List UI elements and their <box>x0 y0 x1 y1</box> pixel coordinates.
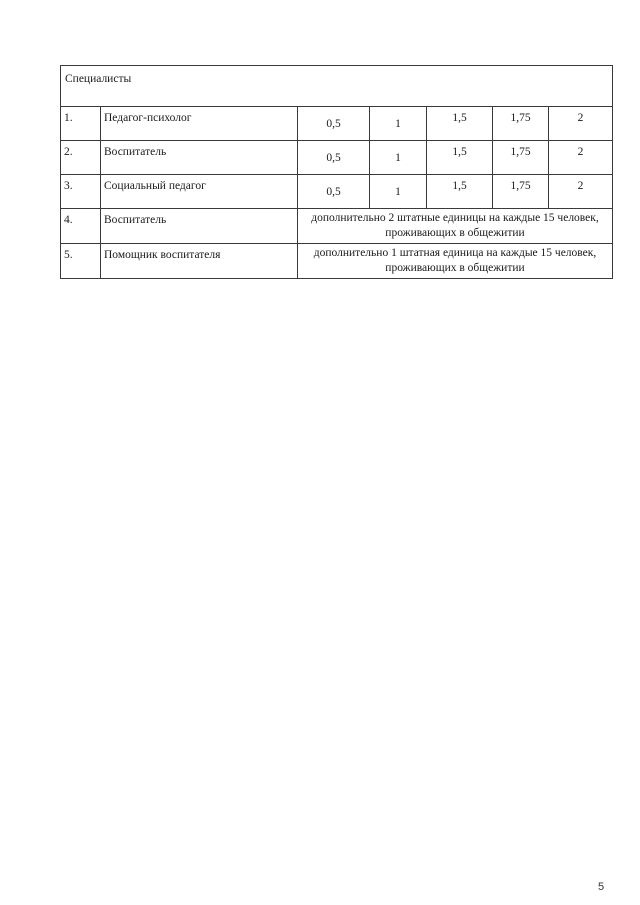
section-title: Специалисты <box>61 66 613 107</box>
row-number: 1. <box>61 107 101 141</box>
table-row <box>61 209 613 244</box>
value-cell: 2 <box>549 141 613 175</box>
row-number: 5. <box>61 244 101 279</box>
position-name: Педагог-психолог <box>101 107 298 141</box>
row-number: 3. <box>61 175 101 209</box>
staffing-note: дополнительно 1 штатная единица на каждые 15 человек, проживающих в общежитии <box>298 244 613 279</box>
row-number: 2. <box>61 141 101 175</box>
value-cell: 1,75 <box>493 141 549 175</box>
value-cell: 1,5 <box>427 175 493 209</box>
value-cell: 1,75 <box>493 175 549 209</box>
value-cell: 0,5 <box>298 107 370 141</box>
value-cell: 1 <box>370 141 427 175</box>
position-name: Помощник воспитателя <box>101 244 298 279</box>
table-row <box>61 141 613 175</box>
value-cell: 2 <box>549 175 613 209</box>
position-name: Воспитатель <box>101 209 298 244</box>
value-cell: 1,5 <box>427 141 493 175</box>
value-cell: 0,5 <box>298 141 370 175</box>
row-number: 4. <box>61 209 101 244</box>
table-row <box>61 244 613 279</box>
page-number: 5 <box>598 881 605 893</box>
table-row <box>61 107 613 141</box>
value-cell: 1 <box>370 175 427 209</box>
table-row <box>61 175 613 209</box>
staffing-note: дополнительно 2 штатные единицы на каждые 15 человек, проживающих в общежитии <box>298 209 613 244</box>
value-cell: 0,5 <box>298 175 370 209</box>
value-cell: 1 <box>370 107 427 141</box>
staffing-table <box>60 65 613 279</box>
section-row <box>61 66 613 107</box>
position-name: Социальный педагог <box>101 175 298 209</box>
position-name: Воспитатель <box>101 141 298 175</box>
value-cell: 1,5 <box>427 107 493 141</box>
value-cell: 1,75 <box>493 107 549 141</box>
value-cell: 2 <box>549 107 613 141</box>
